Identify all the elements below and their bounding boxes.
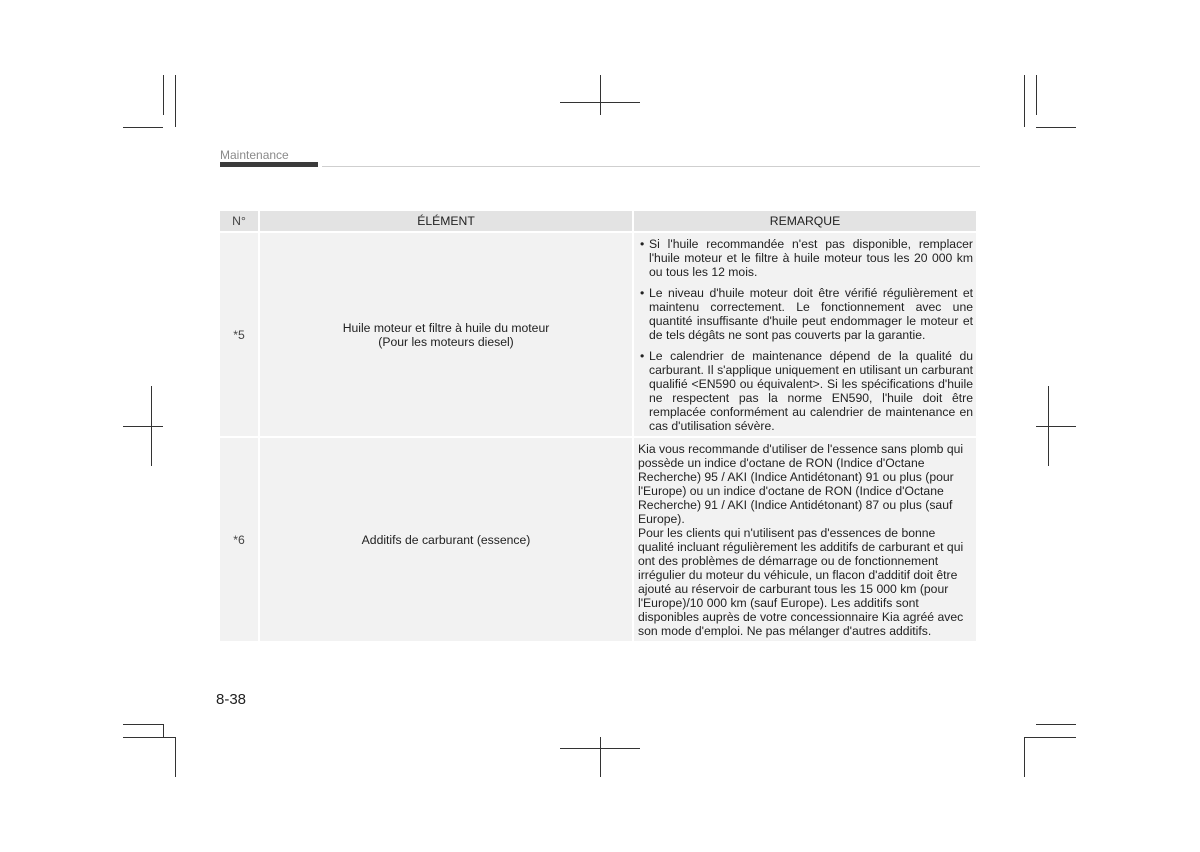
- column-header-item: ÉLÉMENT: [260, 211, 632, 231]
- row-number: *6: [220, 438, 258, 641]
- row-number: *5: [220, 233, 258, 436]
- section-title-bar: [220, 162, 318, 167]
- remark-bullet-list: [638, 237, 973, 433]
- remark-bullet: • Le calendrier de maintenance dépend de la qualité du carburant. Il s'applique uniquement en utilisant un carburant qualifié <EN590 ou équivalent>. Si les spécifications d'huile ne respectent pas la norme EN590, l'huile doit être remplacée conformément au calendrier de maintenance en cas d'utilisation sévère.: [638, 349, 973, 433]
- table-header-row: [220, 211, 976, 231]
- maintenance-notes-table: [218, 209, 978, 643]
- column-header-remark: REMARQUE: [634, 211, 976, 231]
- row-item: [260, 233, 632, 436]
- item-qualifier: (Pour les moteurs diesel): [378, 334, 514, 349]
- remark-bullet: • Si l'huile recommandée n'est pas disponible, remplacer l'huile moteur et le filtre à huile moteur tous les 20 000 km ou tous les 12 mois.: [638, 237, 973, 279]
- row-remark: [634, 233, 976, 436]
- row-remark: [634, 438, 976, 641]
- remark-paragraph: Kia vous recommande d'utiliser de l'essence sans plomb qui possède un indice d'octane de RON (Indice d'Octane Recherche) 95 / AKI (Indice Antidétonant) 91 ou plus (pour l'Europe) ou un indice d'octane de RON (Indice d'Octane Recherche) 91 / AKI (Indice Antidétonant) 87 ou plus (sauf Europe).: [638, 442, 964, 526]
- table-row: [220, 233, 976, 436]
- column-header-number: N°: [220, 211, 258, 231]
- remark-bullet: • Le niveau d'huile moteur doit être vérifié régulièrement et maintenu correctement. Le fonctionnement avec une quantité insuffisante d'huile peut endommager le moteur et de tels dégâts ne sont pas couverts par la garantie.: [638, 286, 973, 342]
- page-number: 8-38: [216, 691, 247, 708]
- table-row: [220, 438, 976, 641]
- section-title: Maintenance: [220, 148, 289, 162]
- item-name: Additifs de carburant (essence): [361, 532, 531, 547]
- remark-paragraph: Pour les clients qui n'utilisent pas d'essences de bonne qualité incluant régulièrement les additifs de carburant et qui ont des problèmes de démarrage ou de fonctionnement irrégulier du moteur du véhicule, un flacon d'additif doit être ajouté au réservoir de carburant tous les 15 000 km (pour l'Europe)/10 000 km (sauf Europe). Les additifs sont disponibles auprès de votre concessionnaire Kia agréé avec son mode d'emploi. Ne pas mélanger d'autres additifs.: [638, 526, 964, 638]
- section-header-rule: [322, 166, 980, 167]
- item-name: Huile moteur et filtre à huile du moteur: [342, 320, 550, 335]
- row-item: [260, 438, 632, 641]
